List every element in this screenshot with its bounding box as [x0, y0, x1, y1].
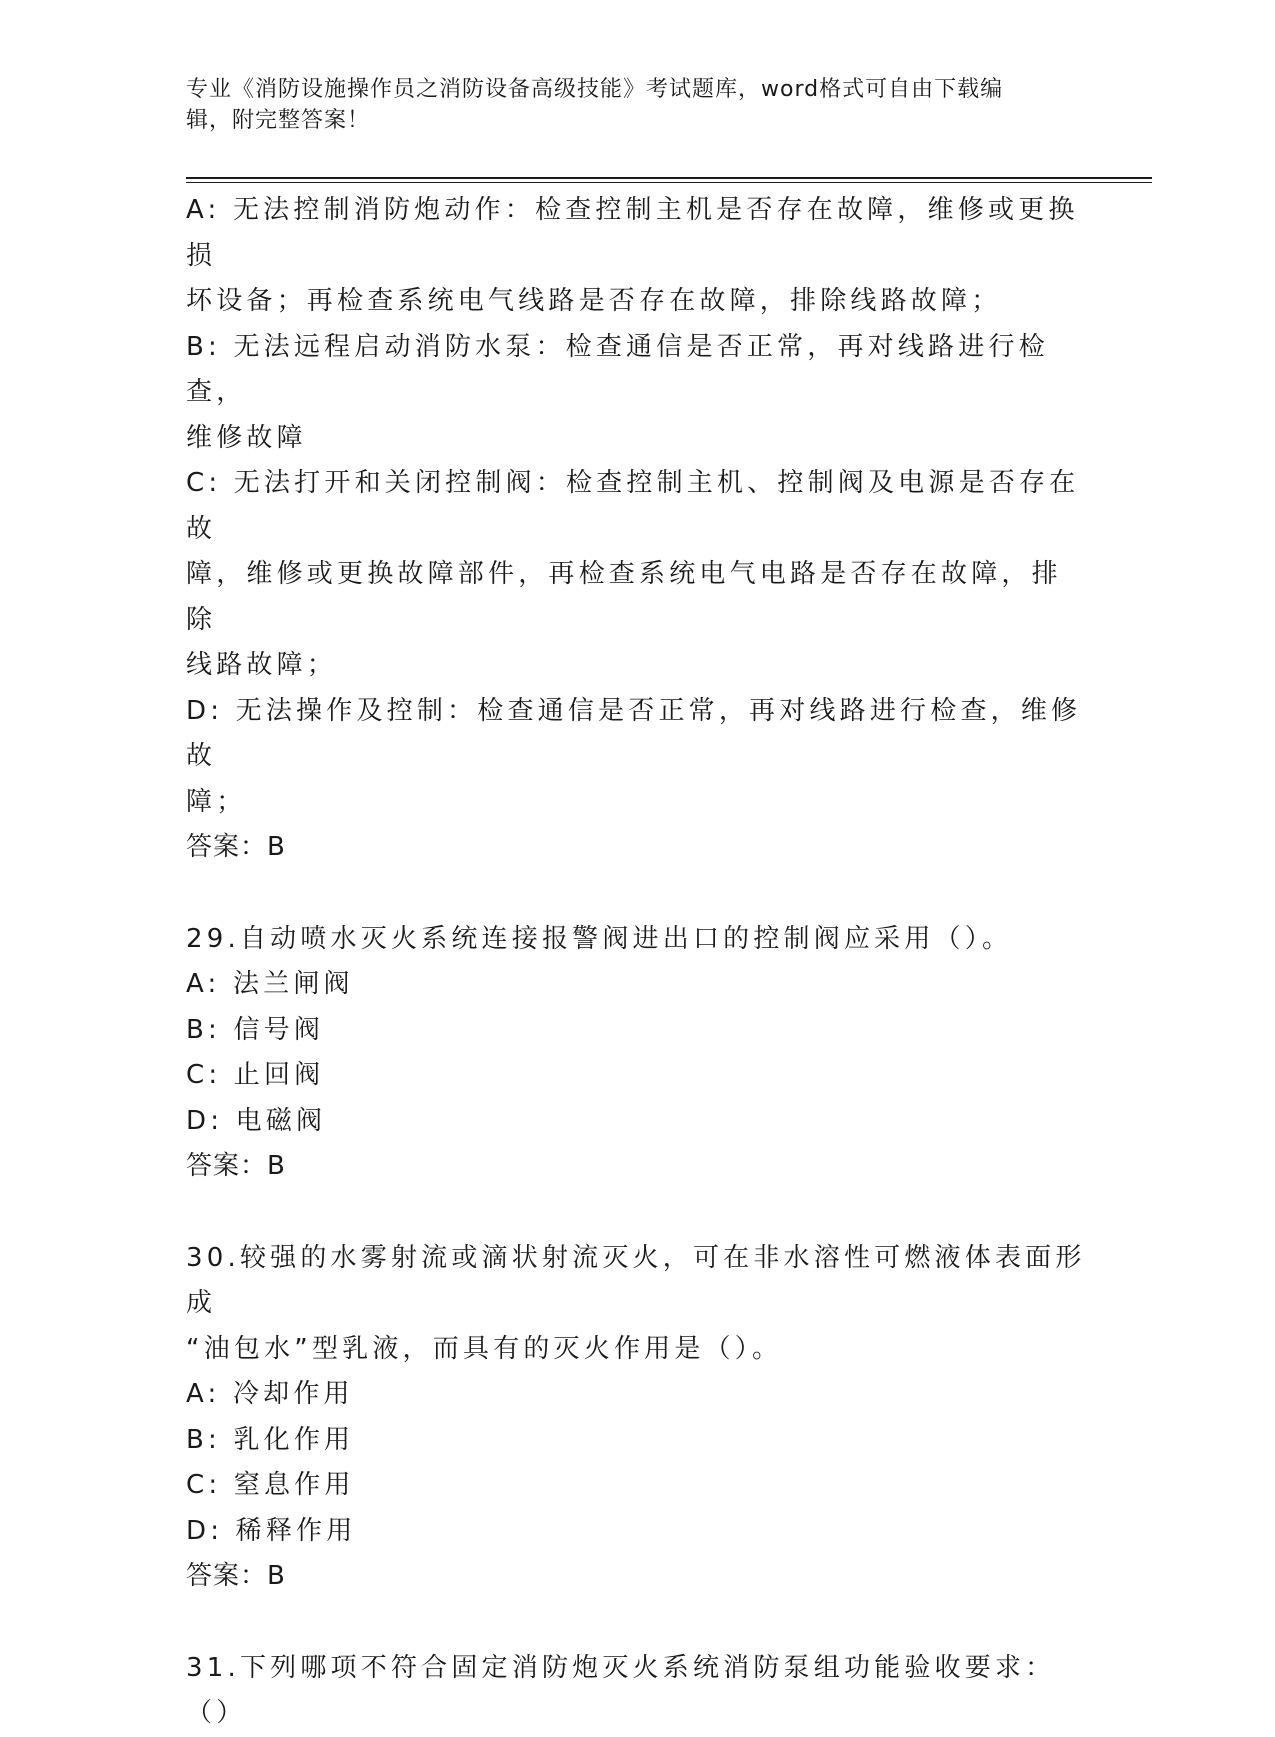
header-note: [186, 74, 1076, 136]
spacer: [186, 1600, 1086, 1646]
q30-option-a: A: 冷却作用: [186, 1379, 354, 1409]
question-28-options: [186, 188, 1086, 871]
q30-option-b: B: 乳化作用: [186, 1424, 355, 1455]
q28-option-d-line-1: D: 无法操作及控制：检查通信是否正常，再对线路进行检查，维修故: [186, 695, 1082, 771]
question-content: [186, 188, 1086, 1737]
spacer: [186, 871, 1086, 917]
q30-answer: 答案：B: [186, 1561, 286, 1591]
q30-question-line-2: “油包水”型乳液，而具有的灭火作用是（）。: [186, 1333, 783, 1364]
header-note-line-1: 专业《消防设施操作员之消防设备高级技能》考试题库，word格式可自由下载编: [186, 77, 1004, 102]
q29-question: 29.自动喷水灭火系统连接报警阀进出口的控制阀应采用（）。: [186, 923, 1013, 954]
header-divider-thin: [186, 182, 1152, 183]
question-31: [186, 1646, 1086, 1737]
q28-option-a-line-2: 坏设备；再检查系统电气线路是否存在故障，排除线路故障；: [186, 286, 1002, 316]
question-29: [186, 917, 1086, 1190]
q28-option-a-line-1: A: 无法控制消防炮动作：检查控制主机是否存在故障，维修或更换损: [186, 195, 1079, 271]
q31-question: 31.下列哪项不符合固定消防炮灭火系统消防泵组功能验收要求：（）: [186, 1652, 1056, 1728]
q28-option-c-line-3: 线路故障；: [186, 650, 338, 680]
q28-option-c-line-2: 障，维修或更换故障部件，再检查系统电气电路是否存在故障，排除: [186, 559, 1062, 635]
q30-option-c: C: 窒息作用: [186, 1470, 355, 1500]
q28-option-b-line-1: B: 无法远程启动消防水泵：检查通信是否正常，再对线路进行检查，: [186, 331, 1049, 407]
q29-option-b: B: 信号阀: [186, 1014, 325, 1045]
q28-option-c-line-1: C: 无法打开和关闭控制阀：检查控制主机、控制阀及电源是否存在故: [186, 468, 1080, 544]
q29-option-c: C: 止回阀: [186, 1060, 325, 1090]
question-30: [186, 1236, 1086, 1600]
q29-option-d: D: 电磁阀: [186, 1105, 327, 1136]
q28-option-d-line-2: 障；: [186, 786, 247, 817]
q29-answer: 答案：B: [186, 1151, 286, 1181]
spacer: [186, 1190, 1086, 1236]
q30-option-d: D: 稀释作用: [186, 1515, 357, 1546]
q28-answer: 答案：B: [186, 832, 286, 862]
q30-question-line-1: 30.较强的水雾射流或滴状射流灭火，可在非水溶性可燃液体表面形成: [186, 1242, 1086, 1318]
q28-option-b-line-2: 维修故障: [186, 422, 307, 453]
header-note-line-2: 辑，附完整答案！: [186, 108, 371, 133]
q29-option-a: A: 法兰闸阀: [186, 969, 354, 999]
header-divider-thick: [186, 177, 1152, 179]
